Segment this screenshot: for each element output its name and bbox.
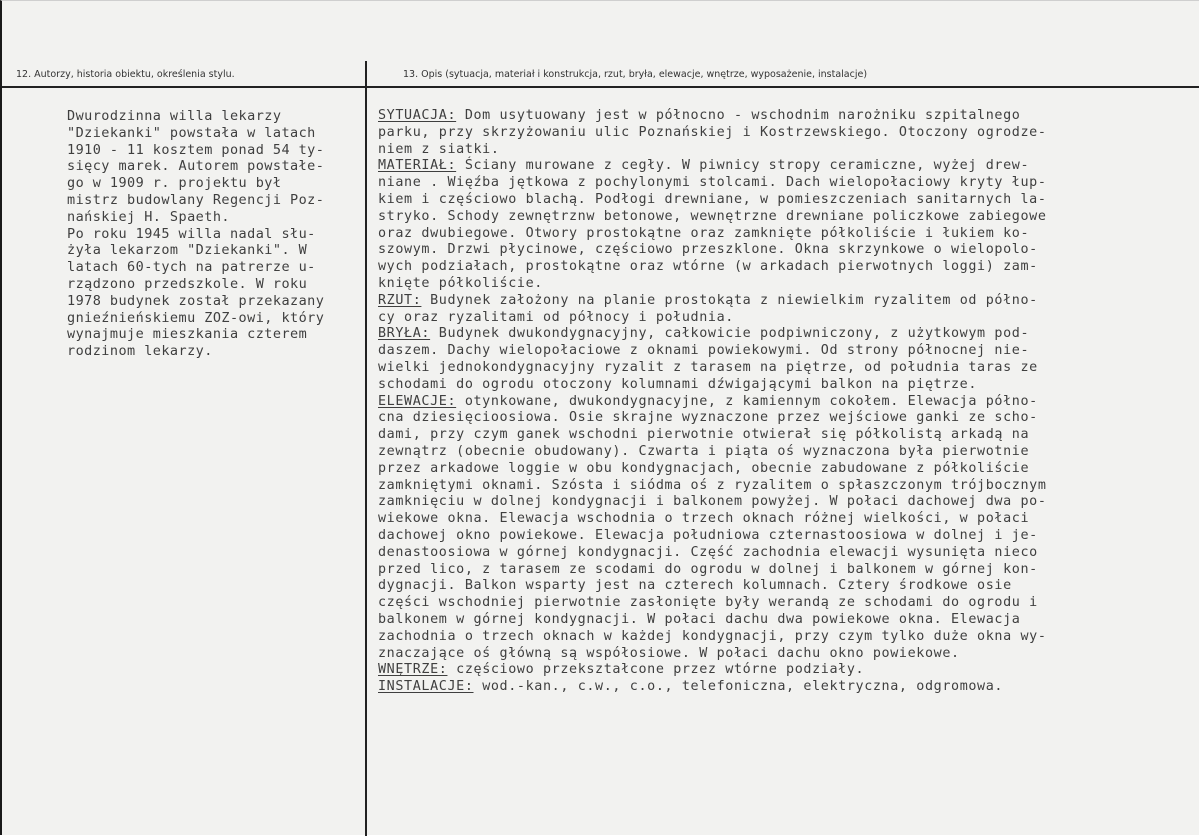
section-text: knięte półkoliście. xyxy=(378,275,543,291)
section-text: oraz dwubiegowe. Otwory prostokątne oraz zamknięte półkoliście i łukiem ko- xyxy=(378,225,1030,241)
section-text: przed lico, z tarasem ze scodami do ogrodu w dolnej i balkonem w górnej kon- xyxy=(378,561,1038,577)
description-line xyxy=(378,209,1047,226)
description-line xyxy=(378,444,1047,461)
history-line: sięcy marek. Autorem powstałe- xyxy=(67,158,325,175)
description-line xyxy=(378,276,1047,293)
section-label: WNĘTRZE: xyxy=(378,662,448,678)
section-text: stryko. Schody zewnętrznw betonowe, wewnętrzne drewniane policzkowe zabiegowe xyxy=(378,208,1047,224)
history-line: Po roku 1945 willa nadal słu- xyxy=(67,225,316,242)
description-line xyxy=(378,578,1047,595)
history-line: "Dziekanki" powstała w latach xyxy=(67,124,316,141)
description-line xyxy=(378,158,1047,175)
section-text: cy oraz ryzalitami od północy i południa. xyxy=(378,309,734,325)
description-line xyxy=(378,226,1047,243)
description-line xyxy=(378,646,1047,663)
history-line: go w 1909 r. projektu był xyxy=(67,175,282,192)
section-text: kiem i częściowo blachą. Podłogi drewniane, w pomieszczeniach sanitarnych la- xyxy=(378,191,1047,207)
description-line xyxy=(378,125,1047,142)
section-text: schodami do ogrodu otoczony kolumnami dźwigającymi balkon na piętrze. xyxy=(378,376,978,392)
history-line: rodzinom lekarzy. xyxy=(67,343,213,360)
section-text: balkonem w górnej kondygnacji. W połaci dachu dwa powiekowe okna. Elewacja xyxy=(378,611,1021,627)
section-label: MATERIAŁ: xyxy=(378,158,457,174)
description-line xyxy=(378,427,1047,444)
section-text: Dom usytuowany jest w północno - wschodnim narożniku szpitalnego xyxy=(456,108,1021,123)
description-line xyxy=(378,629,1047,646)
section-text: części wschodniej pierwotnie zasłonięte były werandą ze schodami do ogrodu i xyxy=(378,595,1038,611)
section-text: przez arkadowe loggie w obu kondygnacjach, obecnie zabudowane z półkoliście xyxy=(378,460,1030,476)
section-text: cna dziesięcioosiowa. Osie skrajne wyznaczone przez wejściowe ganki ze scho- xyxy=(378,410,1038,426)
column-divider xyxy=(365,61,367,836)
section-text: wod.-kan., c.w., c.o., telefoniczna, elektryczna, odgromowa. xyxy=(473,679,1004,695)
section-label: INSTALACJE: xyxy=(378,679,474,695)
section-text: wielki jednokondygnacyjny ryzalit z tarasem na piętrze, od południa taras ze xyxy=(378,359,1038,375)
description-line xyxy=(378,410,1047,427)
section-text: Budynek dwukondygnacyjny, całkowicie podpiwniczony, z użytkowym pod- xyxy=(430,326,1030,342)
section-text: Budynek założony na planie prostokąta z niewielkim ryzalitem od półno- xyxy=(421,292,1038,308)
section-text: denastoosiowa w górnej kondygnacji. Część zachodnia elewacji wysunięta nieco xyxy=(378,544,1038,560)
section-text: wiekowe okna. Elewacja wschodnia o trzech oknach różnej wielkości, w połaci xyxy=(378,511,1030,527)
section-13-heading: 13. Opis (sytuacja, materiał i konstrukcja, rzut, bryła, elewacje, wnętrze, wyposażenie, instalacje) xyxy=(403,69,868,80)
section-label: BRYŁA: xyxy=(378,326,431,342)
section-text: dami, przy czym ganek wschodni pierwotnie otwierał się półkolistą arkadą na xyxy=(378,427,1030,443)
header-divider xyxy=(2,86,1199,88)
history-line: latach 60-tych na patrerze u- xyxy=(67,259,316,276)
description-line xyxy=(378,175,1047,192)
description-line xyxy=(378,310,1047,327)
description-line xyxy=(378,478,1047,495)
description-line xyxy=(378,511,1047,528)
description-text xyxy=(378,108,1047,696)
section-text: niane . Więźba jętkowa z pochylonymi stolcami. Dach wielopołaciowy kryty łup- xyxy=(378,175,1047,191)
section-12-heading: 12. Autorzy, historia obiektu, określenia stylu. xyxy=(16,69,235,80)
description-line xyxy=(378,461,1047,478)
description-line xyxy=(378,293,1047,310)
description-line xyxy=(378,259,1047,276)
section-label: ELEWACJE: xyxy=(378,393,457,409)
description-line xyxy=(378,326,1047,343)
section-text: zamknięciu w dolnej kondygnacji i balkonem powyżej. W połaci dachowej dwa po- xyxy=(378,494,1047,510)
description-line xyxy=(378,394,1047,411)
history-line: mistrz budowlany Regencji Poz- xyxy=(67,191,325,208)
history-line: 1978 budynek został przekazany xyxy=(67,292,325,309)
section-text: szowym. Drzwi płycinowe, częściowo przeszklone. Okna skrzynkowe o wielopolo- xyxy=(378,242,1038,258)
history-line: 1910 - 11 kosztem ponad 54 ty- xyxy=(67,141,325,158)
description-line xyxy=(378,377,1047,394)
section-text: częściowo przekształcone przez wtórne podziały. xyxy=(447,662,865,678)
description-line xyxy=(378,108,1047,125)
history-line: nańskiej H. Spaeth. xyxy=(67,208,230,225)
section-label: RZUT: xyxy=(378,292,422,308)
description-line xyxy=(378,360,1047,377)
section-label: SYTUACJA: xyxy=(378,108,457,123)
section-text: daszem. Dachy wielopołaciowe z oknami powiekowymi. Od strony północnej nie- xyxy=(378,343,1030,359)
section-text: zamkniętymi oknami. Szósta i siódma oś z ryzalitem o spłaszczonym trójbocznym xyxy=(378,477,1047,493)
history-line: rządzono przedszkole. W roku xyxy=(67,275,308,292)
description-line xyxy=(378,562,1047,579)
description-line xyxy=(378,545,1047,562)
description-line xyxy=(378,595,1047,612)
history-line: żyła lekarzom "Dziekanki". W xyxy=(67,242,308,259)
section-text: parku, przy skrzyżowaniu ulic Poznańskiej i Kostrzewskiego. Otoczony ogrodze- xyxy=(378,124,1047,140)
section-text: znaczające oś główną są współosiowe. W połaci dachu okno powiekowe. xyxy=(378,645,960,661)
section-text: niem z siatki. xyxy=(378,141,500,157)
description-line xyxy=(378,142,1047,159)
section-text: zachodnia o trzech oknach w każdej kondygnacji, przy czym tylko duże okna wy- xyxy=(378,628,1047,644)
section-text: otynkowane, dwukondygnacyjne, z kamiennym cokołem. Elewacja półno- xyxy=(456,393,1038,409)
section-text: zewnątrz (obecnie obudowany). Czwarta i piąta oś wyznaczona była pierwotnie xyxy=(378,443,1030,459)
description-line xyxy=(378,343,1047,360)
history-line: wynajmuje mieszkania czterem xyxy=(67,326,308,343)
description-line xyxy=(378,662,1047,679)
description-line xyxy=(378,528,1047,545)
history-line: Dwurodzinna willa lekarzy xyxy=(67,108,282,124)
history-line: gnieźnieńskiemu ZOZ-owi, który xyxy=(67,309,325,326)
section-text: dachowej okno powiekowe. Elewacja południowa czternastoosiowa w dolnej i je- xyxy=(378,527,1038,543)
description-line xyxy=(378,612,1047,629)
section-text: dygnacji. Balkon wsparty jest na czterech kolumnach. Cztery środkowe osie xyxy=(378,578,1012,594)
description-line xyxy=(378,679,1047,696)
section-text: Ściany murowane z cegły. W piwnicy stropy ceramiczne, wyżej drew- xyxy=(456,158,1030,174)
section-text: wych podziałach, prostokątne oraz wtórne (w arkadach pierwotnych loggi) zam- xyxy=(378,259,1038,275)
description-line xyxy=(378,494,1047,511)
description-line xyxy=(378,242,1047,259)
description-line xyxy=(378,192,1047,209)
history-text xyxy=(67,108,324,360)
